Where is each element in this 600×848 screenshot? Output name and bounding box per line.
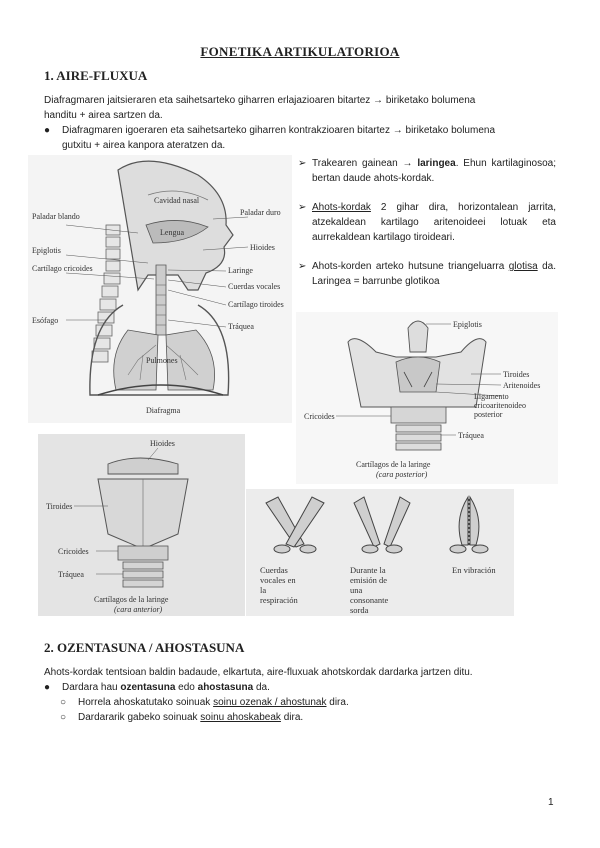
label-lengua: Lengua [160,228,184,237]
figure-vocal-cord-positions [246,489,514,616]
section1-intro-line1: Diafragmaren jaitsieraren eta saihetsarteko giharren erlajazioaren bitartez → biriketako bolumena [44,95,476,106]
label-ligamento-line-cont: posterior [474,410,503,419]
page-title: FONETIKA ARTIKULATORIOA [200,44,400,59]
label-emision-text-cont: emisión de [350,575,388,585]
section1-bullet-line2: gutxitu + airea kanpora ateratzen da. [62,140,226,151]
label-emision-text-cont: sorda [350,605,369,615]
section2-bullet-text-mid: edo [175,682,198,693]
label-cricoides: Cricoides [304,412,335,421]
right-item-laringea [298,156,556,188]
section1-heading: 1. AIRE-FLUXUA [44,68,148,83]
right-item-glotisa-text: Ahots-korden arteko hutsune triangeluarra [312,261,509,272]
term-ozentasuna: ozentasuna [120,682,176,693]
label-emision-text-cont: consonante [350,595,389,605]
label-traquea: Tráquea [58,570,84,579]
label-respiracion-text: Cuerdas [260,565,288,575]
label-respiracion-text-cont: respiración [260,595,298,605]
figure-larynx-anterior [38,434,245,616]
label-epiglotis: Epiglotis [453,320,482,329]
label-aritenoides: Aritenoides [503,381,541,390]
label-paladar-duro: Paladar duro [240,208,281,217]
sub-bullet-marker: ○ [60,712,67,723]
label-emision-text-cont: una [350,585,363,595]
term-ahots-kordak: Ahots-kordak [312,202,371,213]
section2-subbullet-1 [60,695,556,710]
label-laringe: Laringe [228,266,253,275]
section2-bullet-text: Dardara hau [62,682,121,693]
respiratory-tract-illustration [28,155,292,423]
arrow-marker: ➢ [298,261,307,272]
section2-bullet-text-end: da. [253,682,270,693]
sub1-text: Horrela ahoskatutako soinuak [78,697,214,708]
label-vibracion: En vibración [452,565,496,575]
label-hioides: Hioides [250,243,275,252]
vocal-cord-positions-illustration [246,489,514,616]
arrow-marker: ➢ [298,158,307,169]
label-diafragma: Diafragma [146,406,181,415]
term-soinu-ahoskabeak: soinu ahoskabeak [200,712,281,723]
term-ahostasuna: ahostasuna [197,682,254,693]
label-pulmones: Pulmones [146,356,178,365]
bullet-marker: ● [44,682,51,693]
label-cuerdas-vocales: Cuerdas vocales [228,282,281,291]
term-laringea: laringea [417,158,456,169]
section2-heading: 2. OZENTASUNA / AHOSTASUNA [44,640,245,655]
label-cartilago-cricoides: Cartílago cricoides [32,264,93,273]
sub2-text: Dardararik gabeko soinuak [78,712,201,723]
right-item-laringea-text: Trakearen gainean → [312,158,418,169]
label-tiroides: Tiroides [46,502,73,511]
label-hioides: Hioides [150,439,175,448]
figure2-caption: Cartílagos de la laringe [356,460,431,469]
label-respiracion-text-cont: la [260,585,267,595]
right-item-glotisa [298,259,556,291]
label-ligamento-line-cont: cricoaritenoideo [474,401,526,410]
section1-intro-line2: handitu + airea sartzen da. [44,110,163,121]
term-soinu-ozenak: soinu ozenak / ahostunak [213,697,327,708]
label-esofago: Esófago [32,316,59,325]
sub-bullet-marker: ○ [60,697,67,708]
label-cricoides: Cricoides [58,547,89,556]
right-item-ahots-kordak-text: 2 gihar dira, horizontalean jarrita, atzekaldean kartilago aritenoideei lotuak eta aurrekaldean kartilago tiroideari. [312,202,556,243]
label-emision-text: Durante la [350,565,386,575]
section2-subbullet-2 [60,710,556,725]
label-respiracion-text-cont: vocales en [260,575,296,585]
label-paladar-blando: Paladar blando [32,212,80,221]
sub1-text-end: dira. [326,697,349,708]
section1-bullet [44,123,556,153]
right-item-laringea-text-end: . Ehun kartilaginosoa; bertan daude ahots-kordak. [312,158,556,184]
label-cartilago-tiroides: Cartílago tiroides [228,300,284,309]
figure3-caption-sub: (cara anterior) [114,605,163,614]
larynx-anterior-illustration [38,434,245,616]
label-epiglotis: Epiglotis [32,246,61,255]
section1-intro [44,93,556,123]
figure3-caption: Cartílagos de la laringe [94,595,169,604]
label-traquea: Tráquea [458,431,484,440]
label-ligamento-line: Ligamento [474,392,509,401]
section1-bullet-line1: Diafragmaren igoeraren eta saihetsarteko giharren kontrakzioaren bitartez → biriketako bolumena [62,125,496,136]
label-traquea: Tráquea [228,322,254,331]
term-glotisa: glotisa [508,261,538,272]
section2-bullet [44,680,556,695]
section2-intro: Ahots-kordak tentsioan baldin badaude, elkartuta, aire-fluxuak ahotskordak dardarka jartzen ditu. [44,667,473,678]
figure-respiratory-tract [28,155,292,423]
figure-larynx-posterior [296,312,558,484]
larynx-posterior-illustration [296,312,558,484]
right-item-ahots-kordak [298,200,556,248]
figure2-caption-sub: (cara posterior) [376,470,428,479]
page-number: 1 [548,797,554,808]
label-tiroides: Tiroides [503,370,530,379]
right-item-glotisa-text-end: da. Laringea = barrunbe glotikoa [312,261,556,287]
label-cavidad-nasal: Cavidad nasal [154,196,200,205]
arrow-marker: ➢ [298,202,307,213]
sub2-text-end: dira. [280,712,304,723]
bullet-marker: ● [44,125,51,136]
